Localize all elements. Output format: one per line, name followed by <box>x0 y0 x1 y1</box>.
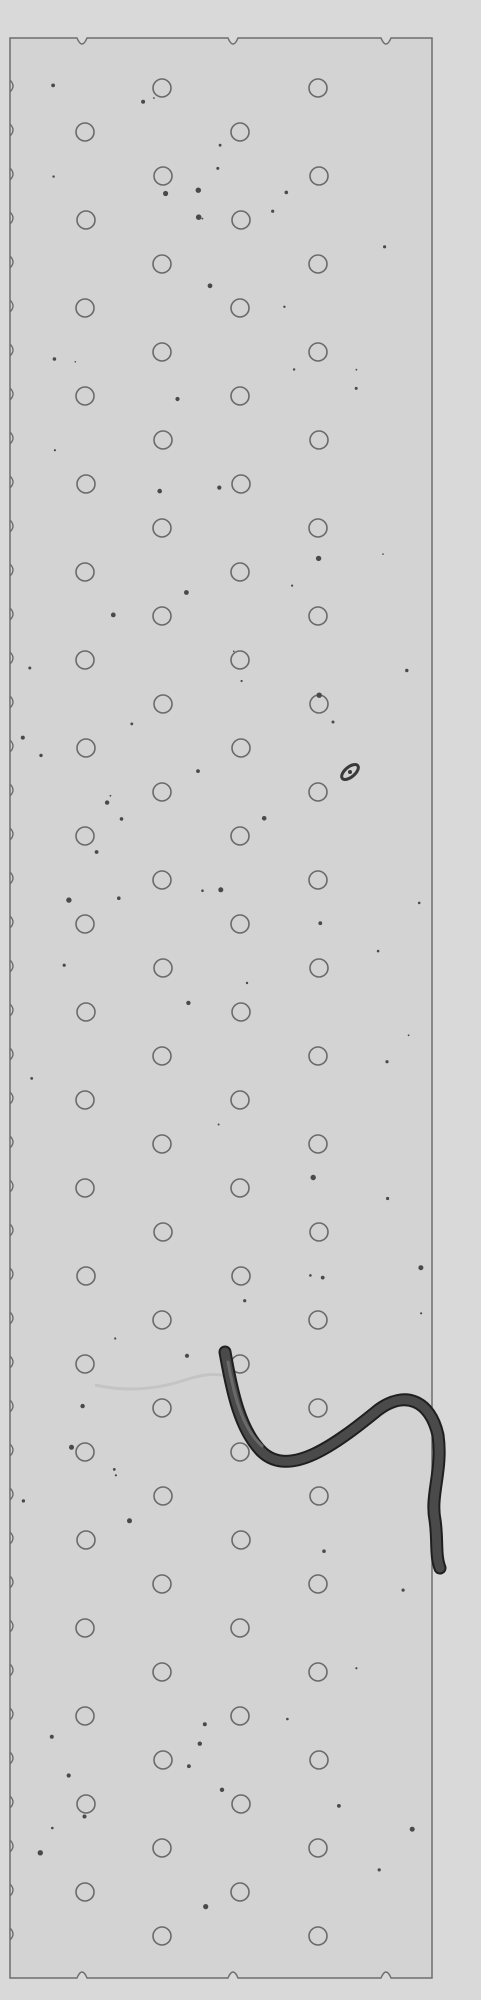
debris-speck <box>157 489 162 494</box>
debris-speck <box>30 1077 33 1080</box>
debris-speck <box>383 245 386 248</box>
debris-speck <box>63 964 66 967</box>
debris-speck <box>203 1904 208 1909</box>
debris-speck <box>69 1445 74 1450</box>
debris-speck <box>110 795 112 797</box>
debris-speck <box>378 1868 381 1871</box>
debris-speck <box>408 1034 410 1036</box>
debris-speck <box>21 736 25 740</box>
debris-speck <box>316 556 321 561</box>
debris-speck <box>420 1312 422 1314</box>
debris-speck <box>130 723 133 726</box>
debris-speck <box>286 1718 289 1721</box>
debris-speck <box>418 1265 423 1270</box>
debris-speck <box>377 950 380 953</box>
debris-speck <box>386 1197 389 1200</box>
debris-speck <box>220 1788 224 1792</box>
debris-speck <box>51 1827 54 1830</box>
debris-speck <box>196 214 202 220</box>
debris-speck <box>120 817 124 821</box>
debris-speck <box>127 1518 132 1523</box>
debris-speck <box>184 590 189 595</box>
chamber-outline <box>10 38 432 1978</box>
debris-speck <box>52 175 54 177</box>
debris-speck <box>410 1827 415 1832</box>
debris-speck <box>202 218 204 220</box>
debris-speck <box>332 721 335 724</box>
debris-speck <box>28 667 31 670</box>
debris-speck <box>50 1735 54 1739</box>
debris-speck <box>196 769 200 773</box>
debris-speck <box>283 306 285 308</box>
debris-speck <box>402 1589 405 1592</box>
debris-speck <box>114 1337 116 1339</box>
debris-speck <box>243 1299 246 1302</box>
debris-speck <box>113 1468 116 1471</box>
debris-speck <box>51 84 55 88</box>
debris-speck <box>117 896 121 900</box>
debris-speck <box>418 902 421 905</box>
debris-speck <box>83 1815 87 1819</box>
debris-speck <box>95 850 99 854</box>
debris-speck <box>203 1722 207 1726</box>
debris-speck <box>196 188 201 193</box>
debris-speck <box>115 1474 117 1476</box>
debris-speck <box>163 191 168 196</box>
debris-speck <box>233 650 235 652</box>
debris-speck <box>187 1764 191 1768</box>
debris-speck <box>218 887 223 892</box>
debris-speck <box>201 889 204 892</box>
debris-speck <box>246 982 248 984</box>
debris-speck <box>317 693 322 698</box>
debris-speck <box>39 754 42 757</box>
debris-speck <box>293 368 295 370</box>
debris-speck <box>153 97 155 99</box>
debris-speck <box>385 1060 388 1063</box>
debris-speck <box>67 1773 71 1777</box>
debris-speck <box>75 361 77 363</box>
debris-speck <box>105 800 109 804</box>
debris-speck <box>217 486 221 490</box>
debris-speck <box>208 283 213 288</box>
debris-speck <box>271 210 274 213</box>
debris-speck <box>22 1499 25 1502</box>
debris-speck <box>218 1124 220 1126</box>
debris-speck <box>38 1850 43 1855</box>
debris-speck <box>186 1001 190 1005</box>
debris-speck <box>355 1667 357 1669</box>
debris-speck <box>80 1404 84 1408</box>
debris-speck <box>291 585 293 587</box>
debris-speck <box>262 816 267 821</box>
debris-speck <box>216 167 219 170</box>
debris-speck <box>382 553 384 555</box>
debris-speck <box>337 1804 341 1808</box>
debris-speck <box>311 1175 316 1180</box>
debris-speck <box>175 397 179 401</box>
debris-speck <box>318 921 322 925</box>
debris-speck <box>53 357 57 361</box>
debris-speck <box>355 387 358 390</box>
debris-speck <box>219 144 222 147</box>
debris-speck <box>54 449 56 451</box>
debris-speck <box>285 191 289 195</box>
debris-speck <box>321 1276 325 1280</box>
debris-speck <box>322 1549 326 1553</box>
debris-speck <box>405 669 408 672</box>
debris-speck <box>309 1274 312 1277</box>
debris-speck <box>241 680 243 682</box>
debris-speck <box>185 1354 189 1358</box>
debris-speck <box>141 100 145 104</box>
debris-speck <box>111 613 116 618</box>
debris-speck <box>66 897 71 902</box>
debris-speck <box>356 369 358 371</box>
debris-speck <box>198 1742 202 1746</box>
